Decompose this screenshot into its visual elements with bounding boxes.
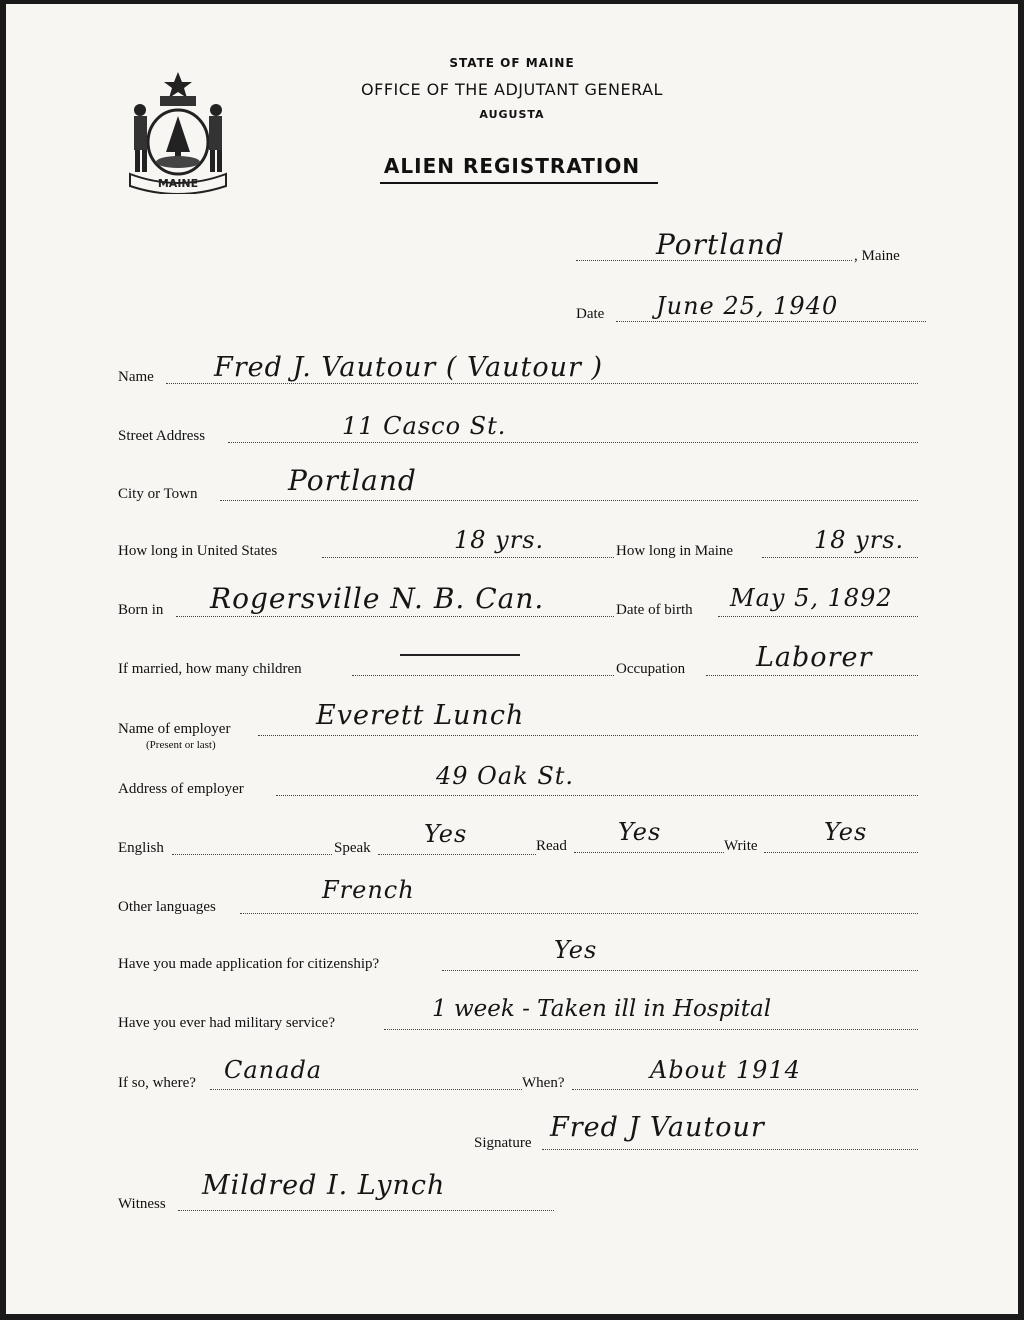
- name-entry: Fred J. Vautour ( Vautour ): [214, 352, 604, 383]
- occupation-label: Occupation: [616, 661, 686, 677]
- other-languages-line: [240, 913, 918, 914]
- military-entry: 1 week - Taken ill in Hospital: [432, 996, 772, 1022]
- when-entry: About 1914: [650, 1056, 801, 1084]
- city-label: City or Town: [118, 486, 198, 502]
- speak-line: [378, 854, 536, 855]
- witness-entry: Mildred I. Lynch: [202, 1170, 446, 1201]
- read-label: Read: [536, 838, 567, 854]
- date-of-birth-entry: May 5, 1892: [730, 584, 893, 612]
- how-long-us-entry: 18 yrs.: [454, 526, 545, 554]
- write-entry: Yes: [824, 818, 868, 846]
- street-line: [228, 442, 918, 443]
- employer-name-label: Name of employer: [118, 721, 231, 737]
- how-long-maine-label: How long in Maine: [616, 543, 734, 559]
- date-label: Date: [576, 306, 605, 322]
- write-line: [764, 852, 918, 853]
- place-entry: Portland: [656, 228, 785, 261]
- signature-label: Signature: [474, 1135, 532, 1151]
- speak-label: Speak: [334, 840, 371, 856]
- date-line: [616, 321, 926, 322]
- children-label: If married, how many children: [118, 661, 302, 677]
- how-long-maine-entry: 18 yrs.: [814, 526, 905, 554]
- other-languages-label: Other languages: [118, 899, 216, 915]
- where-line: [210, 1089, 522, 1090]
- svg-text:MAINE: MAINE: [157, 177, 199, 190]
- employer-address-line: [276, 795, 918, 796]
- born-in-label: Born in: [118, 602, 164, 618]
- witness-label: Witness: [118, 1196, 166, 1212]
- children-line: [352, 675, 614, 676]
- english-line: [172, 854, 332, 855]
- header-city: AUGUSTA: [479, 108, 545, 121]
- write-label: Write: [724, 838, 758, 854]
- where-label: If so, where?: [118, 1075, 196, 1091]
- date-of-birth-line: [718, 616, 918, 617]
- military-line: [384, 1029, 918, 1030]
- form-title: ALIEN REGISTRATION: [383, 154, 641, 178]
- date-of-birth-label: Date of birth: [616, 602, 693, 618]
- born-in-entry: Rogersville N. B. Can.: [210, 582, 545, 615]
- occupation-entry: Laborer: [756, 642, 873, 673]
- occupation-line: [706, 675, 918, 676]
- employer-address-label: Address of employer: [118, 781, 244, 797]
- employer-name-entry: Everett Lunch: [316, 700, 525, 731]
- witness-line: [178, 1210, 554, 1211]
- citizenship-entry: Yes: [554, 936, 598, 964]
- speak-entry: Yes: [424, 820, 468, 848]
- how-long-us-label: How long in United States: [118, 543, 278, 559]
- employer-name-line: [258, 735, 918, 736]
- title-underline: [380, 182, 658, 184]
- name-line: [166, 383, 918, 384]
- read-entry: Yes: [618, 818, 662, 846]
- how-long-maine-line: [762, 557, 918, 558]
- other-languages-entry: French: [322, 876, 415, 904]
- header-state: STATE OF MAINE: [449, 56, 575, 70]
- military-label: Have you ever had military service?: [118, 1015, 335, 1031]
- street-entry: 11 Casco St.: [342, 412, 507, 440]
- employer-name-sublabel: (Present or last): [146, 739, 216, 751]
- where-entry: Canada: [224, 1056, 323, 1084]
- street-label: Street Address: [118, 428, 206, 444]
- registration-form: [6, 4, 1018, 1314]
- signature-line: [542, 1149, 918, 1150]
- citizenship-label: Have you made application for citizenship?: [118, 956, 380, 972]
- signature-entry: Fred J Vautour: [550, 1112, 765, 1143]
- born-in-line: [176, 616, 614, 617]
- english-label: English: [118, 840, 164, 856]
- name-label: Name: [118, 369, 154, 385]
- how-long-us-line: [322, 557, 614, 558]
- read-line: [574, 852, 724, 853]
- city-entry: Portland: [288, 464, 417, 497]
- city-line: [220, 500, 918, 501]
- citizenship-line: [442, 970, 918, 971]
- children-entry-dash: [400, 654, 520, 656]
- when-line: [572, 1089, 918, 1090]
- maine-label: , Maine: [854, 248, 900, 264]
- header-office: OFFICE OF THE ADJUTANT GENERAL: [361, 80, 663, 99]
- employer-address-entry: 49 Oak St.: [436, 762, 575, 790]
- date-entry: June 25, 1940: [656, 292, 839, 320]
- when-label: When?: [522, 1075, 565, 1091]
